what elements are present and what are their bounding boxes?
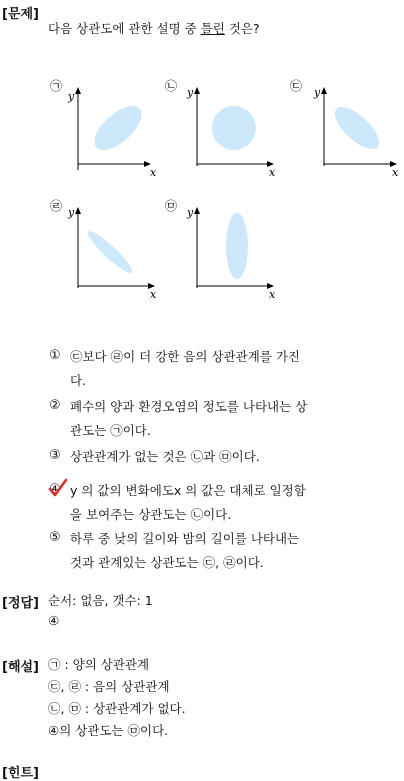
option-5-line-2: 것과 관계있는 상관도는 ㉢, ㉣이다. (70, 555, 264, 570)
option-2-line-1: 폐수의 양과 환경오염의 정도를 나타내는 상 (70, 399, 308, 414)
x-axis-label: x (392, 166, 399, 179)
graph-label: ㉤ (165, 199, 178, 213)
graph-label: ㉡ (165, 79, 178, 93)
y-axis-arrow (194, 207, 200, 214)
graph-label: ㉣ (50, 199, 63, 213)
option-5-number[interactable]: ⑤ (49, 530, 61, 545)
explanation-header: [해설] (2, 660, 39, 675)
explanation-line-4: ④의 상관도는 ㉤이다. (48, 723, 169, 738)
problem-header: [문제] (2, 7, 39, 22)
data-cloud (87, 98, 149, 158)
answer-header: [정답] (2, 596, 39, 611)
x-axis-label: x (269, 166, 276, 179)
question-prefix: 다음 상관도에 관한 설명 중 (48, 21, 201, 36)
explanation-line-2: ㉢, ㉣ : 음의 상관관계 (48, 679, 170, 694)
option-4-number[interactable]: ④ (49, 482, 61, 497)
hint-header: [힌트] (2, 766, 39, 781)
y-axis-arrow (75, 207, 81, 214)
y-axis-arrow (321, 87, 327, 94)
option-3-line-1: 상관관계가 없는 것은 ㉡과 ㉤이다. (70, 449, 260, 464)
data-cloud (212, 106, 256, 150)
y-axis-label: y (187, 86, 194, 99)
answer-line-2: ④ (48, 613, 60, 628)
data-cloud (328, 100, 385, 156)
y-axis-label: y (68, 90, 75, 103)
scatter-graph-5 (163, 196, 283, 304)
question-text (48, 20, 260, 38)
option-4-line-2: 을 보여주는 상관도는 ㉡이다. (70, 507, 232, 522)
option-1-number[interactable]: ① (49, 348, 61, 363)
option-1-line-1: ㉢보다 ㉣이 더 강한 음의 상관관계를 가진 (70, 349, 300, 364)
y-axis-arrow (194, 87, 200, 94)
option-1-line-2: 다. (70, 373, 87, 388)
answer-line-1: 순서: 없음, 갯수: 1 (48, 593, 153, 608)
y-axis-label: y (68, 206, 75, 219)
scatter-graph-4 (44, 196, 164, 304)
graph-label: ㉠ (50, 79, 63, 93)
y-axis-label: y (314, 86, 321, 99)
scatter-graph-3 (288, 76, 404, 180)
question-underlined: 틀린 (200, 21, 225, 36)
option-3-number[interactable]: ③ (49, 448, 61, 463)
option-4-line-1: y 의 값의 변화에도x 의 값은 대체로 일정함 (70, 483, 306, 498)
data-cloud (84, 227, 136, 277)
option-2-number[interactable]: ② (49, 398, 61, 413)
scatter-graph-2 (163, 76, 283, 180)
scatter-graph-1 (44, 76, 164, 180)
explanation-line-1: ㉠ : 양의 상관관계 (48, 657, 150, 672)
x-axis-label: x (269, 288, 276, 301)
option-2-line-2: 관도는 ㉠이다. (70, 423, 151, 438)
question-suffix: 것은? (224, 21, 260, 36)
graph-label: ㉢ (290, 79, 303, 93)
x-axis-label: x (150, 166, 157, 179)
check-mark-icon (47, 477, 69, 499)
explanation-line-3: ㉡, ㉤ : 상관관계가 없다. (48, 701, 186, 716)
y-axis-label: y (187, 206, 194, 219)
y-axis-arrow (75, 87, 81, 94)
option-5-line-1: 하루 중 낮의 길이와 밤의 길이를 나타내는 (70, 531, 300, 546)
x-axis-label: x (150, 288, 157, 301)
data-cloud (226, 213, 248, 279)
